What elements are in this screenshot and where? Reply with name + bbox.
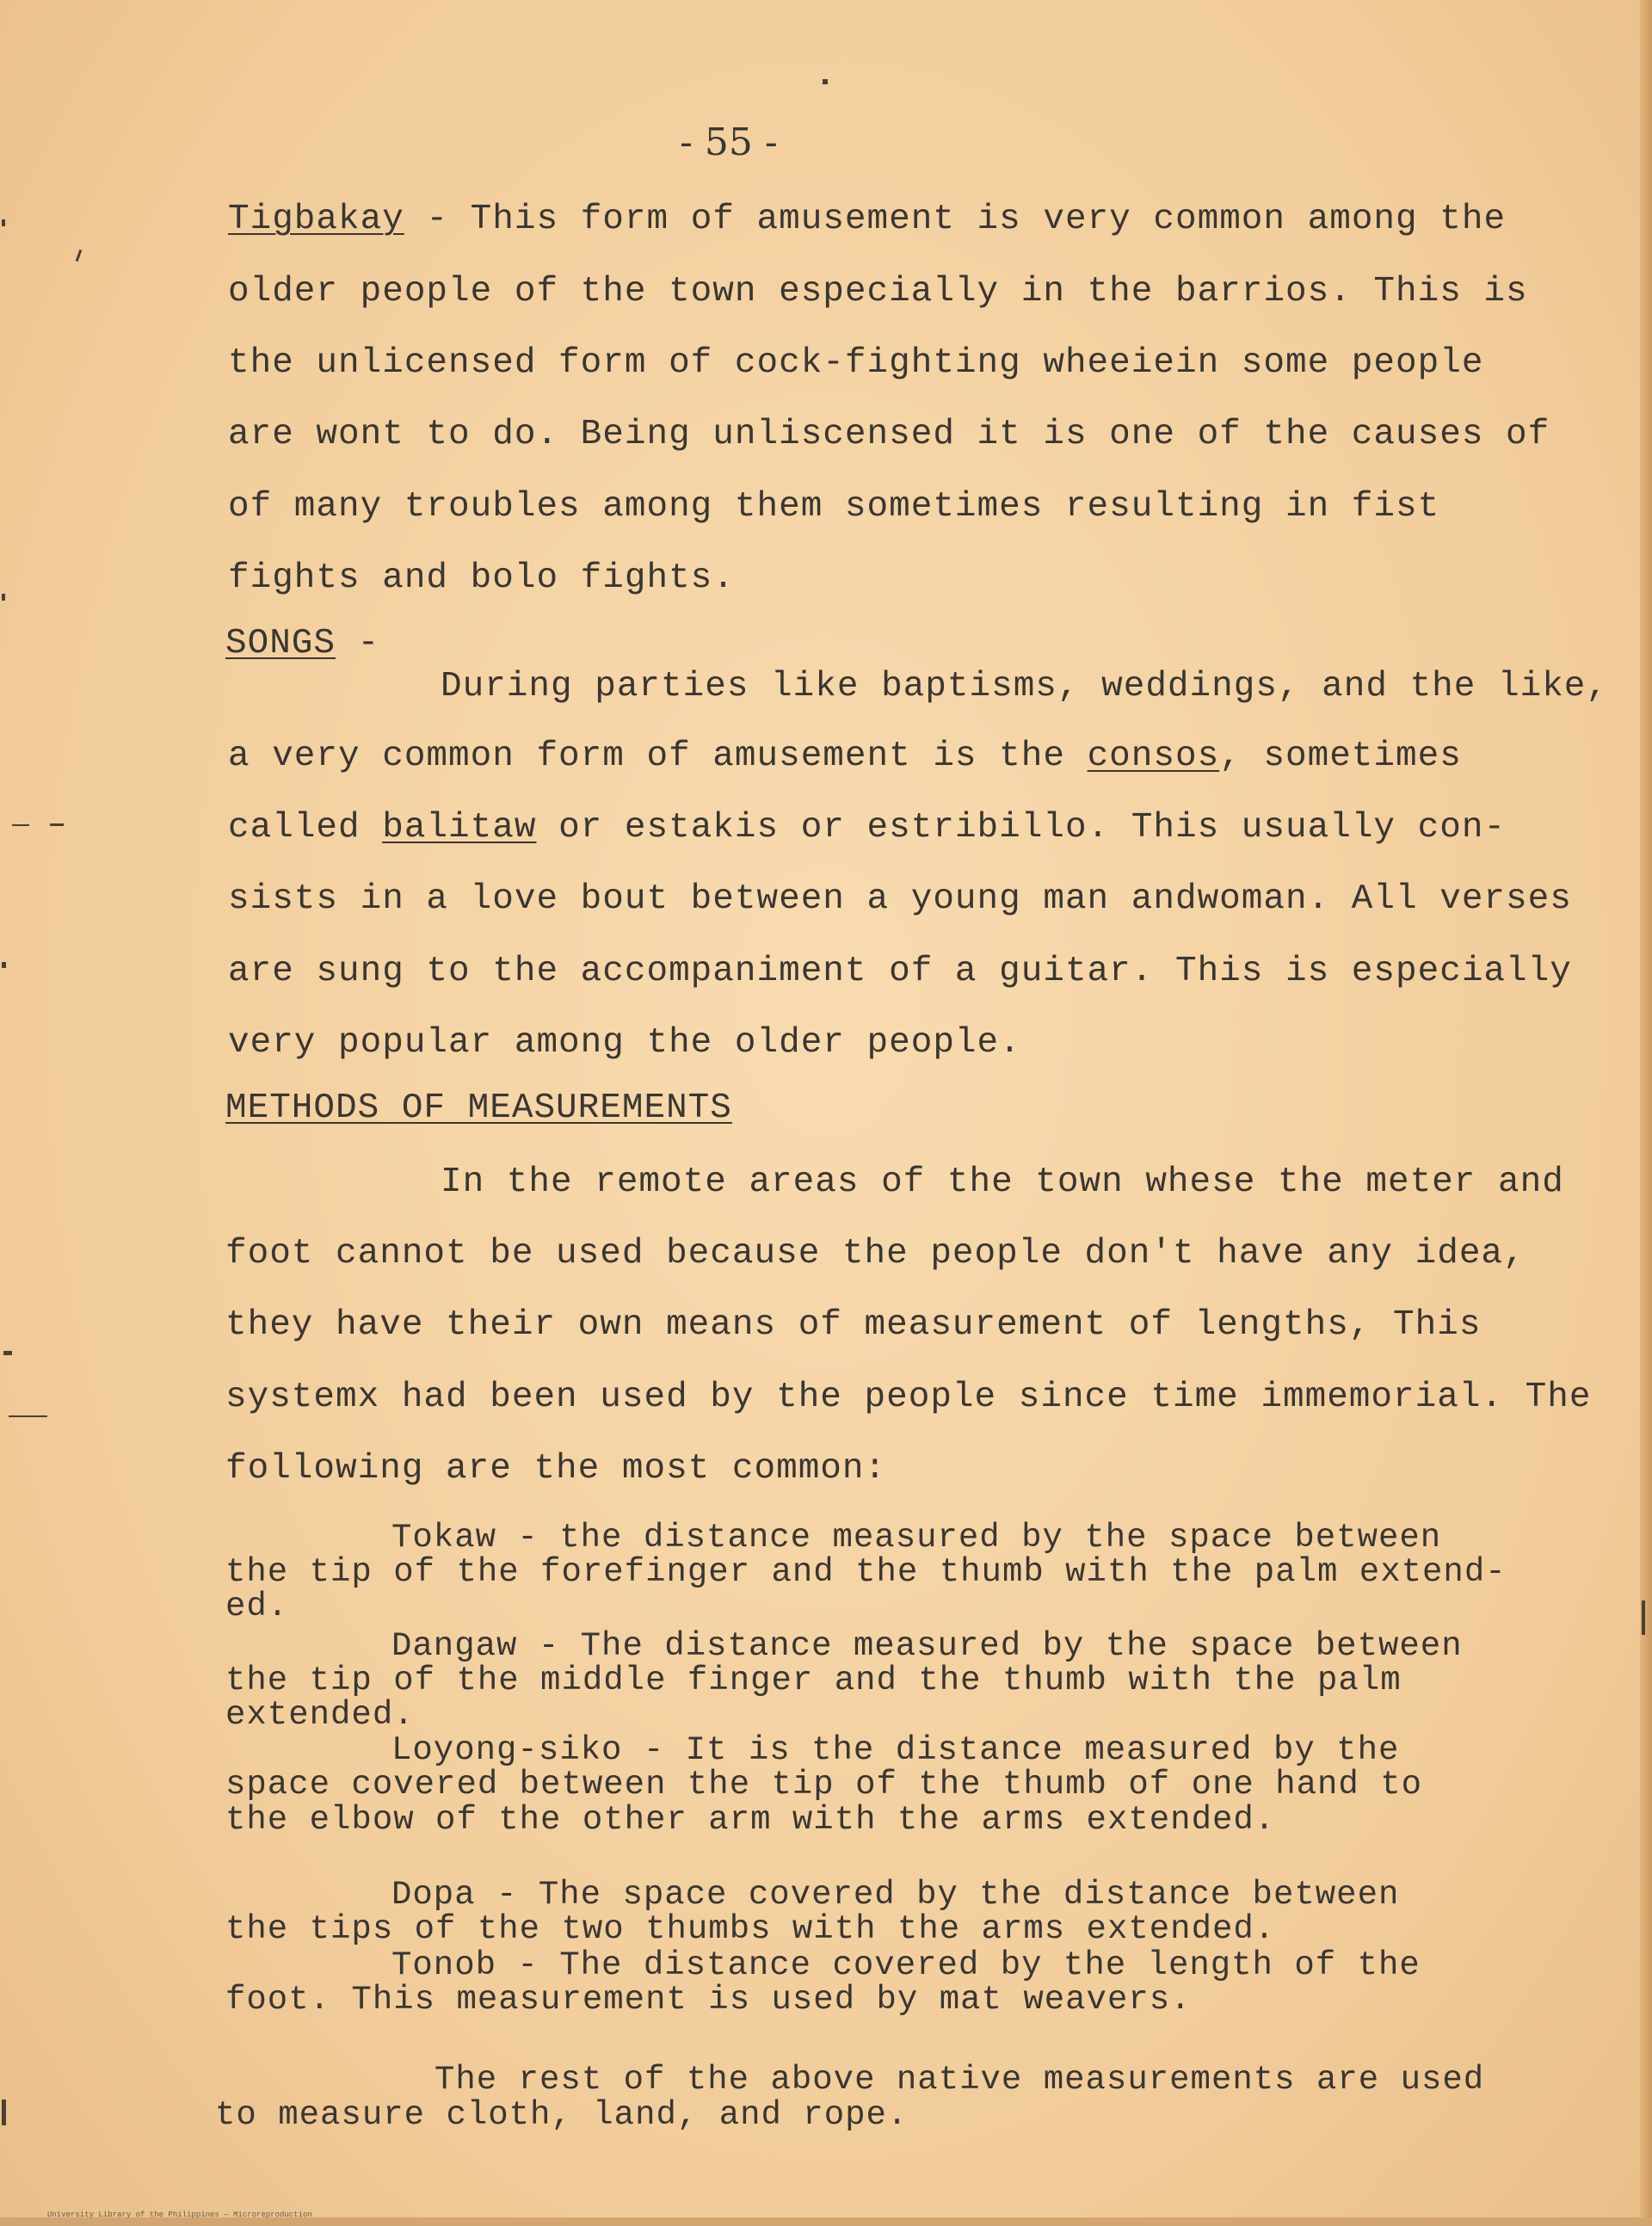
margin-mark <box>2 2100 6 2125</box>
page-number: - 55 - <box>680 120 778 164</box>
songs-heading-dash: - <box>336 624 380 663</box>
methods-line-2: foot cannot be used because the people don't have any idea, <box>225 1234 1526 1273</box>
closing-line-2: to measure cloth, land, and rope. <box>215 2096 909 2134</box>
balitaw-term: balitaw <box>382 808 537 848</box>
margin-mark <box>50 823 64 826</box>
tigbakay-line-6: fights and bolo fights. <box>228 558 735 598</box>
methods-line-5: following are the most common: <box>225 1449 887 1489</box>
dopa-line-1: Dopa - The space covered by the distance between <box>391 1876 1400 1914</box>
methods-line-1: In the remote areas of the town whese the meter and <box>441 1162 1564 1202</box>
tokaw-line-2: the tip of the forefinger and the thumb with the palm extend- <box>225 1553 1507 1591</box>
songs-line-2-post: , sometimes <box>1219 737 1462 776</box>
tigbakay-heading: Tigbakay <box>228 200 404 239</box>
songs-line-4: sists in a love bout between a young man andwoman. All verses <box>228 879 1572 919</box>
dangaw-line-2: the tip of the middle finger and the thumb with the palm <box>225 1662 1402 1699</box>
loyong-line-2: space covered between the tip of the thumb of one hand to <box>225 1766 1423 1804</box>
dangaw-line-3: extended. <box>225 1696 415 1734</box>
songs-line-1: During parties like baptisms, weddings, and the like, <box>441 667 1609 706</box>
margin-mark <box>2 962 6 968</box>
margin-mark <box>3 1351 12 1355</box>
loyong-line-3: the elbow of the other arm with the arms extended. <box>225 1801 1276 1839</box>
tigbakay-line-3: the unlicensed form of cock-fighting wheeiein some people <box>228 343 1484 383</box>
tigbakay-line-2: older people of the town especially in the barrios. This is <box>228 272 1528 311</box>
tigbakay-line-1 <box>228 200 1506 239</box>
page-edge-shadow <box>1640 0 1652 2226</box>
loyong-line-1: Loyong-siko - It is the distance measured by the <box>391 1731 1400 1769</box>
margin-mark <box>2 594 5 601</box>
songs-line-6: very popular among the older people. <box>228 1023 1021 1063</box>
songs-heading-line <box>225 624 379 663</box>
methods-line-4: systemx had been used by the people since time immemorial. The <box>225 1378 1592 1417</box>
margin-mark <box>76 250 83 262</box>
songs-line-3-pre: called <box>228 808 383 848</box>
songs-line-5: are sung to the accompaniment of a guitar. This is especially <box>228 952 1572 991</box>
methods-heading: METHODS OF MEASUREMENTS <box>225 1088 732 1128</box>
margin-mark <box>12 824 29 826</box>
closing-line-1: The rest of the above native measurements are used <box>435 2061 1485 2099</box>
methods-line-3: they have their own means of measurement of lengths, This <box>225 1305 1482 1345</box>
tokaw-line-3: ed. <box>225 1588 289 1625</box>
tigbakay-line-4: are wont to do. Being unliscensed it is one of the causes of <box>228 415 1550 454</box>
songs-line-2-pre: a very common form of amusement is the <box>228 737 1088 776</box>
dangaw-line-1: Dangaw - The distance measured by the space between <box>391 1627 1463 1665</box>
tonob-line-1: Tonob - The distance covered by the length of the <box>391 1946 1421 1984</box>
consos-term: consos <box>1087 737 1220 776</box>
speck <box>1642 1600 1645 1635</box>
songs-line-3 <box>228 808 1506 848</box>
tigbakay-text: - This form of amusement is very common among the <box>404 200 1507 239</box>
songs-line-3-post: or estakis or estribillo. This usually con- <box>536 808 1507 848</box>
dopa-line-2: the tips of the two thumbs with the arms extended. <box>225 1910 1276 1948</box>
margin-mark <box>2 219 5 226</box>
speck <box>823 79 828 84</box>
tokaw-line-1: Tokaw - the distance measured by the space between <box>391 1519 1442 1557</box>
tonob-line-2: foot. This measurement is used by mat weavers. <box>225 1981 1192 2019</box>
tigbakay-line-5: of many troubles among them sometimes resulting in fist <box>228 487 1440 527</box>
songs-line-2 <box>228 737 1462 776</box>
margin-mark <box>9 1415 47 1417</box>
songs-heading: SONGS <box>225 624 336 663</box>
library-footer-mark: University Library of the Philippines — Microreproduction <box>47 2211 312 2219</box>
